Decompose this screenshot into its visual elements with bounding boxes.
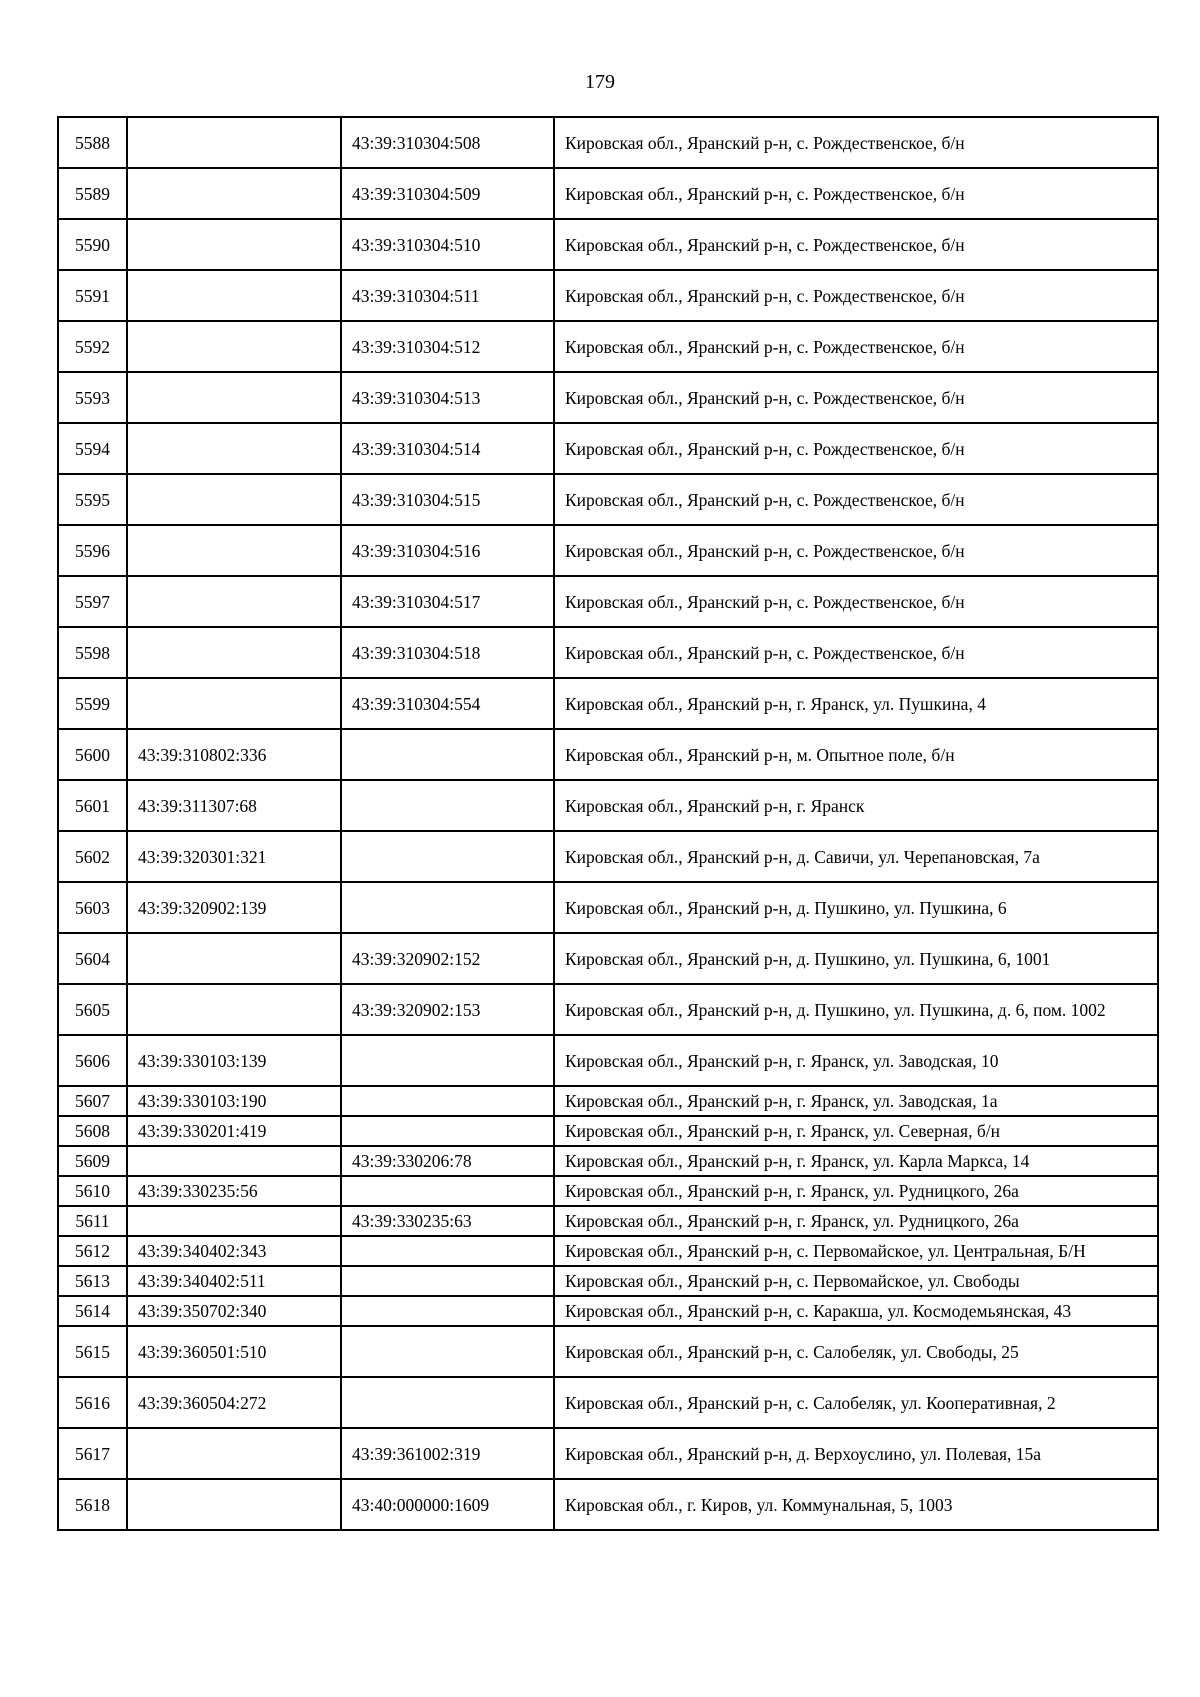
cadastral-number-cell [127,984,341,1035]
cadastral-number-cell [127,270,341,321]
cadastral-number-cell: 43:39:340402:343 [127,1236,341,1266]
cadastral-number-cell [127,321,341,372]
object-cadastral-number-cell [341,1377,554,1428]
object-cadastral-number-cell [341,729,554,780]
table-row [58,1377,1158,1428]
row-number-cell: 5604 [58,933,127,984]
address-cell: Кировская обл., Яранский р-н, г. Яранск, ул. Карла Маркса, 14 [554,1146,1158,1176]
address-cell: Кировская обл., Яранский р-н, д. Пушкино, ул. Пушкина, д. 6, пом. 1002 [554,984,1158,1035]
object-cadastral-number-cell: 43:39:310304:518 [341,627,554,678]
cadastral-number-cell [127,423,341,474]
object-cadastral-number-cell [341,780,554,831]
object-cadastral-number-cell: 43:40:000000:1609 [341,1479,554,1530]
row-number-cell: 5610 [58,1176,127,1206]
object-cadastral-number-cell: 43:39:361002:319 [341,1428,554,1479]
cadastral-number-cell: 43:39:340402:511 [127,1266,341,1296]
object-cadastral-number-cell [341,1236,554,1266]
address-cell: Кировская обл., Яранский р-н, с. Салобеляк, ул. Кооперативная, 2 [554,1377,1158,1428]
object-cadastral-number-cell: 43:39:310304:510 [341,219,554,270]
row-number-cell: 5591 [58,270,127,321]
address-cell: Кировская обл., Яранский р-н, с. Рождественское, б/н [554,117,1158,168]
cadastral-number-cell [127,1206,341,1236]
cadastral-number-cell [127,474,341,525]
address-cell: Кировская обл., Яранский р-н, с. Рождественское, б/н [554,525,1158,576]
row-number-cell: 5590 [58,219,127,270]
address-cell: Кировская обл., Яранский р-н, с. Первомайское, ул. Свободы [554,1266,1158,1296]
table-row [58,984,1158,1035]
address-cell: Кировская обл., Яранский р-н, с. Рождественское, б/н [554,576,1158,627]
table-row [58,933,1158,984]
table-row [58,1326,1158,1377]
address-cell: Кировская обл., Яранский р-н, д. Пушкино, ул. Пушкина, 6 [554,882,1158,933]
row-number-cell: 5614 [58,1296,127,1326]
row-number-cell: 5608 [58,1116,127,1146]
address-cell: Кировская обл., Яранский р-н, с. Салобеляк, ул. Свободы, 25 [554,1326,1158,1377]
row-number-cell: 5616 [58,1377,127,1428]
cadastral-number-cell [127,678,341,729]
table-row [58,678,1158,729]
object-cadastral-number-cell: 43:39:320902:153 [341,984,554,1035]
address-cell: Кировская обл., Яранский р-н, с. Рождественское, б/н [554,423,1158,474]
address-cell: Кировская обл., Яранский р-н, с. Первомайское, ул. Центральная, Б/Н [554,1236,1158,1266]
table-row [58,1116,1158,1146]
table-row [58,1146,1158,1176]
address-cell: Кировская обл., Яранский р-н, с. Рождественское, б/н [554,474,1158,525]
cadastral-number-cell [127,933,341,984]
object-cadastral-number-cell [341,831,554,882]
row-number-cell: 5612 [58,1236,127,1266]
row-number-cell: 5602 [58,831,127,882]
address-cell: Кировская обл., Яранский р-н, с. Рождественское, б/н [554,627,1158,678]
cadastral-number-cell [127,372,341,423]
row-number-cell: 5592 [58,321,127,372]
row-number-cell: 5593 [58,372,127,423]
table-row [58,1266,1158,1296]
object-cadastral-number-cell: 43:39:320902:152 [341,933,554,984]
row-number-cell: 5617 [58,1428,127,1479]
address-cell: Кировская обл., Яранский р-н, г. Яранск, ул. Северная, б/н [554,1116,1158,1146]
object-cadastral-number-cell [341,1326,554,1377]
object-cadastral-number-cell: 43:39:310304:508 [341,117,554,168]
cadastral-number-cell: 43:39:310802:336 [127,729,341,780]
cadastral-number-cell: 43:39:360504:272 [127,1377,341,1428]
table-row [58,831,1158,882]
registry-table [57,116,1159,1531]
object-cadastral-number-cell: 43:39:330235:63 [341,1206,554,1236]
cadastral-number-cell [127,1146,341,1176]
row-number-cell: 5589 [58,168,127,219]
table-row [58,168,1158,219]
row-number-cell: 5601 [58,780,127,831]
cadastral-number-cell: 43:39:330103:139 [127,1035,341,1086]
cadastral-number-cell [127,627,341,678]
page-number: 179 [585,71,615,93]
address-cell: Кировская обл., Яранский р-н, г. Яранск [554,780,1158,831]
table-row [58,372,1158,423]
address-cell: Кировская обл., Яранский р-н, с. Каракша, ул. Космодемьянская, 43 [554,1296,1158,1326]
cadastral-number-cell: 43:39:320902:139 [127,882,341,933]
row-number-cell: 5615 [58,1326,127,1377]
object-cadastral-number-cell: 43:39:330206:78 [341,1146,554,1176]
table-row [58,882,1158,933]
cadastral-number-cell [127,1479,341,1530]
row-number-cell: 5605 [58,984,127,1035]
table-row [58,423,1158,474]
object-cadastral-number-cell [341,882,554,933]
address-cell: Кировская обл., Яранский р-н, г. Яранск, ул. Рудницкого, 26а [554,1206,1158,1236]
object-cadastral-number-cell [341,1266,554,1296]
row-number-cell: 5599 [58,678,127,729]
cadastral-number-cell [127,219,341,270]
row-number-cell: 5596 [58,525,127,576]
row-number-cell: 5618 [58,1479,127,1530]
address-cell: Кировская обл., Яранский р-н, с. Рождественское, б/н [554,372,1158,423]
address-cell: Кировская обл., Яранский р-н, д. Пушкино, ул. Пушкина, 6, 1001 [554,933,1158,984]
table-row [58,117,1158,168]
row-number-cell: 5600 [58,729,127,780]
object-cadastral-number-cell [341,1035,554,1086]
object-cadastral-number-cell: 43:39:310304:509 [341,168,554,219]
address-cell: Кировская обл., Яранский р-н, г. Яранск, ул. Рудницкого, 26а [554,1176,1158,1206]
table-row [58,270,1158,321]
table-row [58,1479,1158,1530]
table-row [58,1176,1158,1206]
cadastral-number-cell [127,576,341,627]
row-number-cell: 5609 [58,1146,127,1176]
address-cell: Кировская обл., Яранский р-н, с. Рождественское, б/н [554,270,1158,321]
object-cadastral-number-cell: 43:39:310304:517 [341,576,554,627]
object-cadastral-number-cell: 43:39:310304:515 [341,474,554,525]
table-row [58,627,1158,678]
object-cadastral-number-cell: 43:39:310304:516 [341,525,554,576]
table-row [58,1236,1158,1266]
cadastral-number-cell: 43:39:330201:419 [127,1116,341,1146]
address-cell: Кировская обл., Яранский р-н, г. Яранск, ул. Заводская, 1а [554,1086,1158,1116]
object-cadastral-number-cell [341,1086,554,1116]
row-number-cell: 5603 [58,882,127,933]
row-number-cell: 5607 [58,1086,127,1116]
table-row [58,1035,1158,1086]
cadastral-number-cell [127,1428,341,1479]
address-cell: Кировская обл., г. Киров, ул. Коммунальная, 5, 1003 [554,1479,1158,1530]
address-cell: Кировская обл., Яранский р-н, с. Рождественское, б/н [554,168,1158,219]
row-number-cell: 5598 [58,627,127,678]
object-cadastral-number-cell: 43:39:310304:554 [341,678,554,729]
table-row [58,576,1158,627]
cadastral-number-cell: 43:39:330103:190 [127,1086,341,1116]
object-cadastral-number-cell: 43:39:310304:511 [341,270,554,321]
address-cell: Кировская обл., Яранский р-н, м. Опытное поле, б/н [554,729,1158,780]
table-row [58,1206,1158,1236]
address-cell: Кировская обл., Яранский р-н, д. Савичи, ул. Черепановская, 7а [554,831,1158,882]
table-row [58,729,1158,780]
table-row [58,219,1158,270]
address-cell: Кировская обл., Яранский р-н, с. Рождественское, б/н [554,219,1158,270]
cadastral-number-cell: 43:39:350702:340 [127,1296,341,1326]
row-number-cell: 5594 [58,423,127,474]
cadastral-number-cell: 43:39:320301:321 [127,831,341,882]
table-row [58,525,1158,576]
object-cadastral-number-cell [341,1176,554,1206]
cadastral-number-cell: 43:39:330235:56 [127,1176,341,1206]
address-cell: Кировская обл., Яранский р-н, с. Рождественское, б/н [554,321,1158,372]
object-cadastral-number-cell: 43:39:310304:513 [341,372,554,423]
table-row [58,1086,1158,1116]
object-cadastral-number-cell [341,1296,554,1326]
cadastral-number-cell [127,117,341,168]
cadastral-number-cell: 43:39:360501:510 [127,1326,341,1377]
table-row [58,1428,1158,1479]
object-cadastral-number-cell: 43:39:310304:514 [341,423,554,474]
address-cell: Кировская обл., Яранский р-н, г. Яранск, ул. Пушкина, 4 [554,678,1158,729]
row-number-cell: 5597 [58,576,127,627]
row-number-cell: 5595 [58,474,127,525]
table-row [58,780,1158,831]
cadastral-number-cell [127,168,341,219]
table-body [58,117,1158,1530]
object-cadastral-number-cell: 43:39:310304:512 [341,321,554,372]
cadastral-number-cell: 43:39:311307:68 [127,780,341,831]
table-row [58,1296,1158,1326]
cadastral-number-cell [127,525,341,576]
row-number-cell: 5611 [58,1206,127,1236]
row-number-cell: 5588 [58,117,127,168]
row-number-cell: 5613 [58,1266,127,1296]
object-cadastral-number-cell [341,1116,554,1146]
address-cell: Кировская обл., Яранский р-н, г. Яранск, ул. Заводская, 10 [554,1035,1158,1086]
row-number-cell: 5606 [58,1035,127,1086]
table-row [58,321,1158,372]
table-row [58,474,1158,525]
address-cell: Кировская обл., Яранский р-н, д. Верхоуслино, ул. Полевая, 15а [554,1428,1158,1479]
